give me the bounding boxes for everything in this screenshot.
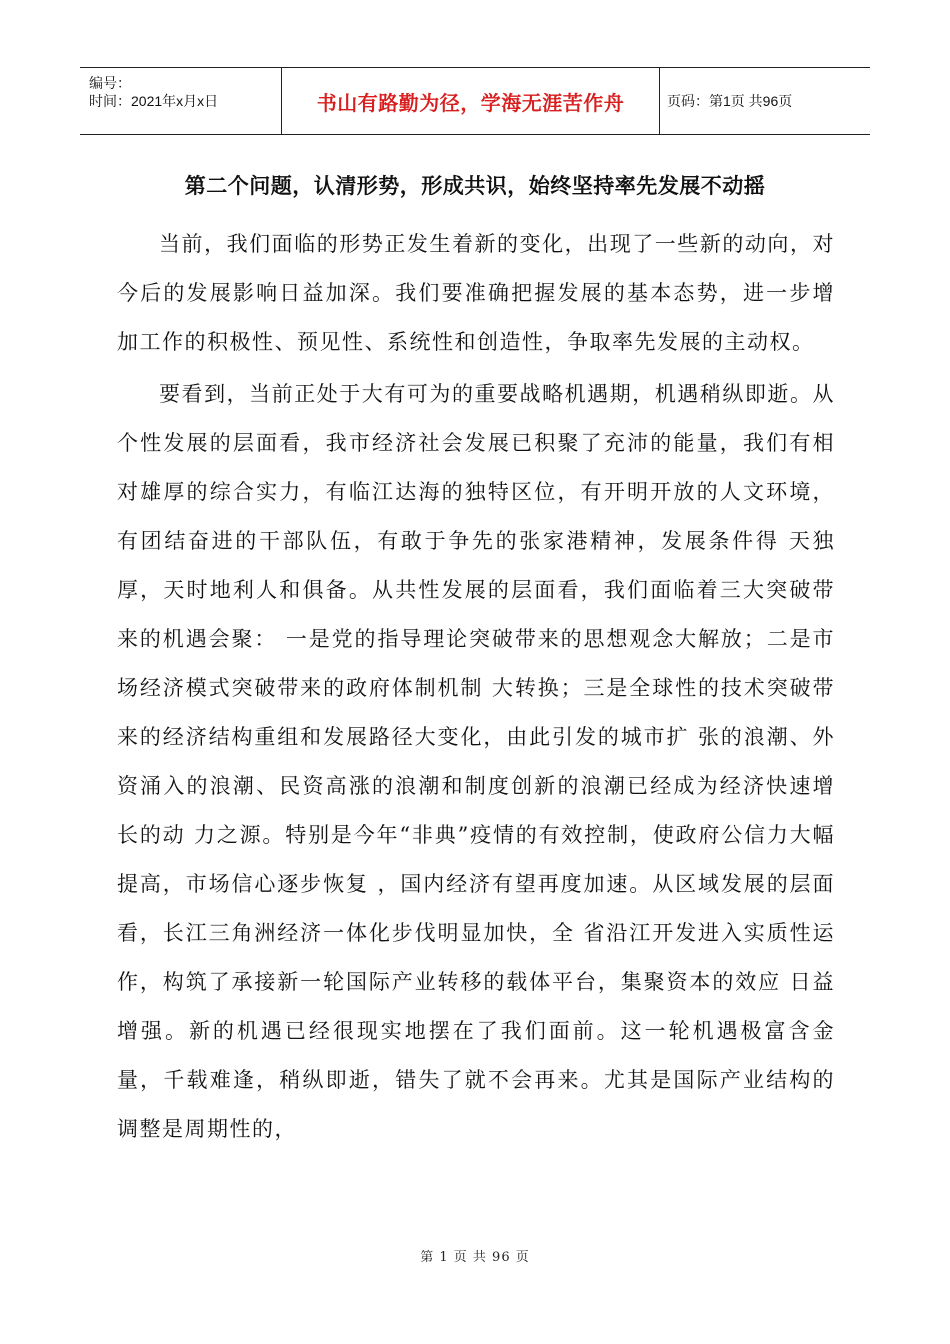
page-footer: 第 1 页 共 96 页	[420, 1250, 530, 1265]
document-body	[117, 220, 835, 1154]
paragraph: 要看到，当前正处于大有可为的重要战略机遇期，机遇稍纵即逝。从个性发展的层面看，我市经济社会发展已积聚了充沛的能量，我们有相对雄厚的综合实力，有临江达海的独特区位，有开明开放的人文环境，有团结奋进的干部队伍，有敢于争先的张家港精神，发展条件得 天独厚，天时地利人和俱备。从共性发展的层面看，我们面临着三大突破带来的机遇会聚： 一是党的指导理论突破带来的思想观念大解放；二是市场经济模式突破带来的政府体制机制 大转换；三是全球性的技术突破带来的经济结构重组和发展路径大变化，由此引发的城市扩 张的浪潮、外资涌入的浪潮、民资高涨的浪潮和制度创新的浪潮已经成为经济快速增长的动 力之源。特别是今年“非典”疫情的有效控制，使政府公信力大幅提高，市场信心逐步恢复 ，国内经济有望再度加速。从区域发展的层面看，长江三角洲经济一体化步伐明显加快，全 省沿江开发进入实质性运作，构筑了承接新一轮国际产业转移的载体平台，集聚资本的效应 日益增强。新的机遇已经很现实地摆在了我们面前。这一轮机遇极富含金量，千载难逢，稍纵即逝，错失了就不会再来。尤其是国际产业结构的调整是周期性的，	[117, 382, 835, 1141]
document-title: 第二个问题，认清形势，形成共识，始终坚持率先发展不动摇	[184, 174, 766, 198]
number-label: 编号：	[89, 75, 131, 91]
header-page-info: 页码：第1页 共96页	[667, 93, 793, 109]
paragraph: 当前，我们面临的形势正发生着新的变化，出现了一些新的动向，对今后的发展影响日益加深。我们要准确把握发展的基本态势，进一步增加工作的积极性、预见性、系统性和创造性，争取率先发展的主动权。	[117, 232, 835, 354]
header-meta-cell	[80, 68, 282, 134]
time-label: 时间：2021年x月x日	[89, 93, 219, 109]
header-motto: 书山有路勤为径，学海无涯苦作舟	[282, 68, 660, 134]
header-table	[80, 67, 870, 135]
